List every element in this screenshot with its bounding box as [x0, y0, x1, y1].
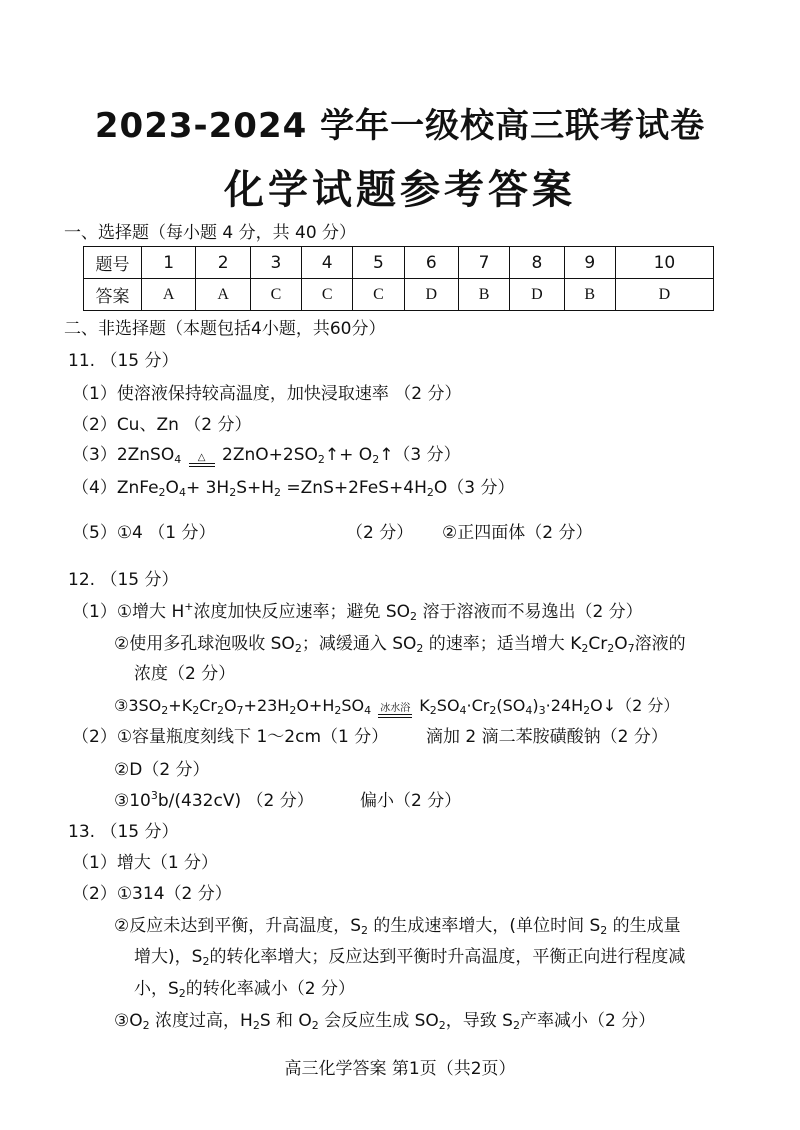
text-span: 溶液的 [634, 634, 686, 654]
text-span: 增大)，S [134, 947, 203, 967]
heating-condition-arrow [189, 453, 215, 467]
subscript: 7 [236, 704, 244, 717]
text-span: ②反应未达到平衡，升高温度，S [114, 916, 362, 936]
text-span: 溶于溶液而不易逸出（2 分） [417, 602, 643, 622]
answer-cell: C [353, 279, 404, 311]
subscript: 2 [581, 642, 589, 655]
text-span: 2ZnO+2SO [222, 445, 318, 465]
subscript: 2 [600, 924, 608, 937]
text-span: + 3H [185, 478, 230, 498]
text-span: 浓度过高，H [149, 1011, 253, 1031]
ice-bath-condition [378, 704, 412, 718]
subscript: 4 [364, 704, 372, 717]
text-span: +23H [243, 696, 290, 715]
q11-answer-5c: ②正四面体（2 分） [442, 523, 593, 543]
table-row [84, 247, 714, 279]
q11-answer-5a: （5）①4 （1 分） [72, 523, 216, 543]
subscript: 2 [583, 704, 591, 717]
page-footer: 高三化学答案 第1页（共2页） [284, 1059, 516, 1079]
subscript: 2 [289, 704, 297, 717]
exam-title: 2023-2024 学年一级校高三联考试卷 [94, 106, 706, 146]
q11-answer-4 [72, 477, 515, 499]
answer-cell: B [564, 279, 615, 311]
text-span: K [419, 696, 430, 715]
text-span: O [223, 696, 237, 715]
q13-title: 13. （15 分） [68, 822, 179, 842]
subscript: 2 [317, 453, 325, 466]
answer-cell: D [510, 279, 564, 311]
q11-answer-2: （2）Cu、Zn （2 分） [72, 415, 252, 435]
text-span: 的转化率减小（2 分） [185, 979, 356, 999]
exam-subtitle: 化学试题参考答案 [224, 167, 576, 213]
question-number: 10 [615, 247, 713, 279]
subscript: 4 [525, 704, 533, 717]
subscript: 3 [538, 704, 546, 717]
condition-label: 冰水浴 [380, 703, 411, 714]
q12-answer-2-3 [114, 790, 314, 812]
q11-answer-5b: （2 分） [346, 523, 414, 543]
text-span: O（3 分） [433, 478, 515, 498]
text-span: (SO [496, 696, 526, 715]
text-span: （4）ZnFe [72, 478, 159, 498]
subscript: 2 [512, 1019, 520, 1032]
text-span: ③10 [114, 791, 151, 811]
row-label-number: 题号 [84, 247, 142, 279]
text-span: S+H [236, 478, 275, 498]
text-span: 浓度加快反应速率；避免 SO [193, 602, 411, 622]
equal-sign [189, 463, 215, 467]
subscript: 2 [334, 704, 342, 717]
text-span: +K [168, 696, 193, 715]
text-span: ，导致 S [445, 1011, 513, 1031]
text-span: Cr [588, 634, 608, 654]
section1-heading: 一、选择题（每小题 4 分，共 40 分） [64, 223, 357, 243]
q12-answer-2-2: ②D（2 分） [114, 760, 210, 780]
text-span: O [165, 478, 179, 498]
text-span: ；减缓通入 SO [301, 634, 417, 654]
subscript: 2 [429, 704, 437, 717]
subscript: 2 [607, 642, 615, 655]
subscript: 2 [142, 1019, 150, 1032]
subscript: 2 [372, 453, 380, 466]
text-span: 会反应生成 SO [318, 1011, 439, 1031]
subscript: 2 [192, 704, 200, 717]
q12-answer-1-1 [72, 601, 643, 623]
subscript: 7 [627, 642, 635, 655]
question-number: 3 [250, 247, 301, 279]
text-span: ↑（3 分） [379, 445, 461, 465]
question-number: 5 [353, 247, 404, 279]
condition-label: △ [197, 452, 206, 463]
question-number: 2 [196, 247, 250, 279]
subscript: 2 [161, 704, 169, 717]
subscript: 4 [459, 704, 467, 717]
q12-answer-2-1b: 滴加 2 滴二苯胺磺酸钠（2 分） [426, 727, 668, 747]
text-span: 产率减小（2 分） [519, 1011, 656, 1031]
superscript: 3 [150, 789, 158, 802]
superscript: + [184, 600, 194, 613]
text-span: ③3SO [114, 696, 162, 715]
question-number: 7 [458, 247, 509, 279]
subscript: 2 [229, 486, 237, 499]
answer-cell: D [615, 279, 713, 311]
question-number: 6 [404, 247, 458, 279]
q12-answer-1-2 [114, 633, 686, 655]
subscript: 2 [489, 704, 497, 717]
text-span: Cr [199, 696, 217, 715]
text-span: SO [436, 696, 460, 715]
text-span: （1）①增大 H [72, 602, 185, 622]
answer-cell: B [458, 279, 509, 311]
subscript: 2 [438, 1019, 446, 1032]
text-span: b/(432cV) （2 分） [157, 791, 314, 811]
text-span: ) [532, 696, 539, 715]
q11-title: 11. （15 分） [68, 351, 179, 371]
subscript: 2 [410, 610, 418, 623]
q13-answer-2-2-cont2 [134, 978, 355, 1000]
subscript: 2 [294, 642, 302, 655]
q12-answer-1-2-cont: 浓度（2 分） [134, 664, 236, 684]
question-number: 4 [302, 247, 353, 279]
answer-cell: A [196, 279, 250, 311]
text-span: O↓（2 分） [590, 696, 680, 715]
text-span: 的速率；适当增大 K [423, 634, 582, 654]
text-span: O [614, 634, 628, 654]
text-span: （3）2ZnSO [72, 445, 175, 465]
subscript: 2 [426, 486, 434, 499]
q13-answer-2-3 [114, 1010, 655, 1032]
q12-title: 12. （15 分） [68, 570, 179, 590]
q12-answer-2-3b: 偏小（2 分） [360, 791, 462, 811]
q12-answer-1-3 [114, 695, 679, 718]
subscript: 2 [252, 1019, 260, 1032]
answer-cell: A [142, 279, 196, 311]
text-span: ②使用多孔球泡吸收 SO [114, 634, 295, 654]
answer-cell: D [404, 279, 458, 311]
subscript: 2 [216, 704, 224, 717]
q11-answer-3 [72, 444, 461, 467]
subscript: 2 [416, 642, 424, 655]
subscript: 4 [178, 486, 186, 499]
text-span: ·Cr [466, 696, 490, 715]
table-row [84, 279, 714, 311]
q13-answer-2-2 [114, 915, 681, 937]
text-span: ③O [114, 1011, 143, 1031]
q11-answer-1: （1）使溶液保持较高温度，加快浸取速率 （2 分） [72, 384, 462, 404]
text-span: 的转化率增大；反应达到平衡时升高温度，平衡正向进行程度减 [209, 947, 686, 967]
section2-heading: 二、非选择题（本题包括4小题，共60分） [64, 319, 386, 339]
q13-answer-2-2-cont1 [134, 946, 685, 968]
row-label-answer: 答案 [84, 279, 142, 311]
question-number: 8 [510, 247, 564, 279]
subscript: 2 [361, 924, 369, 937]
text-span: ↑+ O [324, 445, 373, 465]
subscript: 4 [174, 453, 182, 466]
answer-cell: C [302, 279, 353, 311]
subscript: 2 [202, 955, 210, 968]
equal-sign [378, 714, 412, 718]
text-span: SO [341, 696, 365, 715]
text-span: ·24H [545, 696, 584, 715]
text-span: S 和 O [259, 1011, 312, 1031]
q12-answer-2-1a: （2）①容量瓶度刻线下 1～2cm（1 分） [72, 727, 389, 747]
question-number: 9 [564, 247, 615, 279]
text-span: 的生成速率增大，(单位时间 S [368, 916, 601, 936]
q13-answer-1: （1）增大（1 分） [72, 853, 219, 873]
text-span: 的生成量 [607, 916, 681, 936]
text-span: =ZnS+2FeS+4H [281, 478, 427, 498]
subscript: 2 [158, 486, 166, 499]
text-span: O+H [296, 696, 335, 715]
subscript: 2 [311, 1019, 319, 1032]
answer-cell: C [250, 279, 301, 311]
subscript: 2 [274, 486, 282, 499]
question-number: 1 [142, 247, 196, 279]
q13-answer-2-1: （2）①314（2 分） [72, 884, 232, 904]
text-span: 小，S [134, 979, 179, 999]
subscript: 2 [178, 987, 186, 1000]
choice-answer-table [83, 246, 714, 311]
